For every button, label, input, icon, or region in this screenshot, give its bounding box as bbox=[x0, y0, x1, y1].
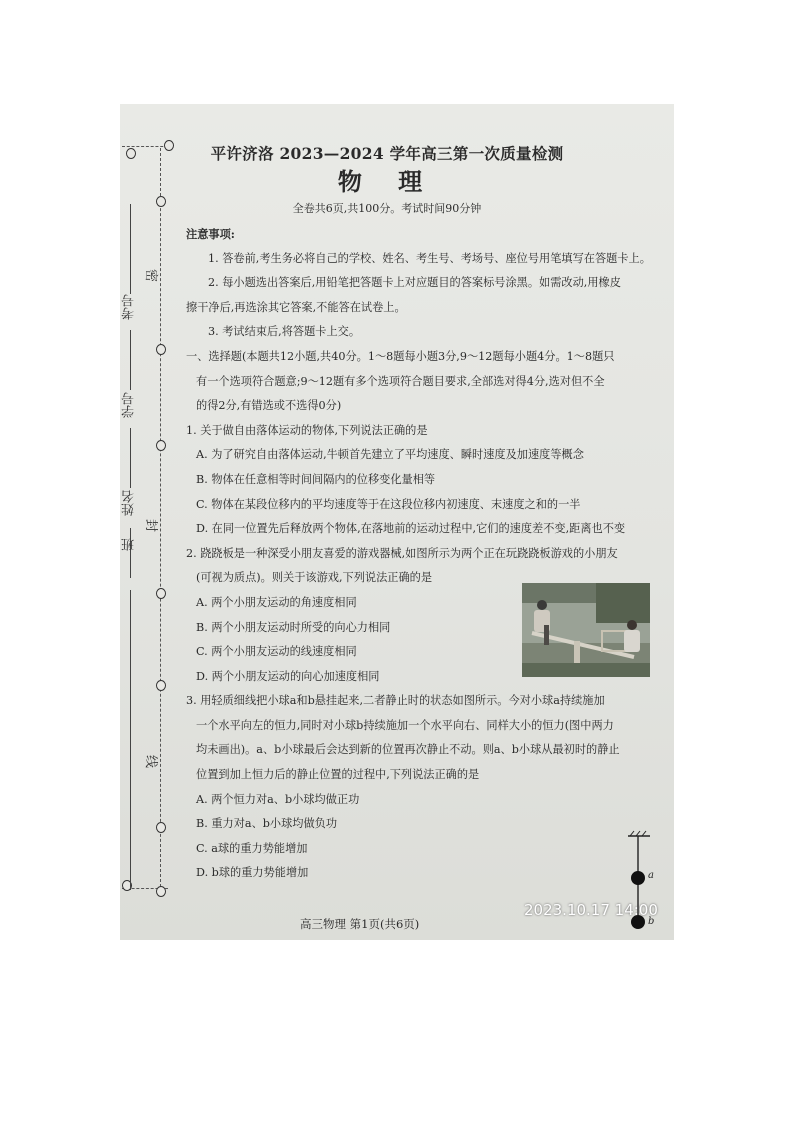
exam-meta: 全卷共6页,共100分。考试时间90分钟 bbox=[292, 202, 482, 215]
question-3-stem: 均未画出)。a、b小球最后会达到新的位置再次静止不动。则a、b小球从最初时的静止 bbox=[196, 743, 620, 757]
binding-hole bbox=[156, 344, 166, 355]
seesaw-photo bbox=[522, 583, 650, 677]
seal-char: 封 bbox=[143, 518, 159, 533]
notice-heading: 注意事项: bbox=[186, 227, 235, 241]
binding-hole bbox=[156, 588, 166, 599]
question-2-option: C. 两个小朋友运动的线速度相同 bbox=[196, 645, 357, 659]
notice-item: 1. 答卷前,考生务必将自己的学校、姓名、考生号、考场号、座位号用笔填写在答题卡上。 bbox=[208, 251, 651, 265]
subject-title: 物 理 bbox=[337, 167, 437, 196]
binding-hole bbox=[156, 196, 166, 207]
binding-margin bbox=[120, 104, 184, 940]
question-3-option: B. 重力对a、b小球均做负功 bbox=[196, 817, 338, 831]
notice-item: 3. 考试结束后,将答题卡上交。 bbox=[208, 325, 361, 339]
section-instructions: 有一个选项符合题意;9～12题有多个选项符合题目要求,全部选对得4分,选对但不全 bbox=[196, 374, 605, 388]
question-3-option: D. b球的重力势能增加 bbox=[196, 866, 309, 880]
question-2-option: A. 两个小朋友运动的角速度相同 bbox=[196, 595, 357, 609]
question-3-stem: 一个水平向左的恒力,同时对小球b持续施加一个水平向右、同样大小的恒力(图中两力 bbox=[196, 718, 614, 732]
write-line bbox=[130, 528, 131, 578]
margin-label-xuehao: 学号 bbox=[122, 392, 137, 418]
question-3-option: C. a球的重力势能增加 bbox=[196, 841, 308, 855]
notice-item: 2. 每小题选出答案后,用铅笔把答题卡上对应题目的答案标号涂黑。如需改动,用橡皮 bbox=[208, 276, 621, 290]
question-2-stem: 2. 跷跷板是一种深受小朋友喜爱的游戏器械,如图所示为两个正在玩跷跷板游戏的小朋友 bbox=[186, 546, 618, 560]
question-2-option: B. 两个小朋友运动时所受的向心力相同 bbox=[196, 620, 391, 634]
question-1-stem: 1. 关于做自由落体运动的物体,下列说法正确的是 bbox=[186, 423, 428, 437]
margin-dash-top bbox=[122, 146, 168, 147]
photo-timestamp: 2023.10.17 14:00 bbox=[524, 901, 658, 919]
write-line bbox=[130, 428, 131, 488]
binding-hole bbox=[156, 822, 166, 833]
section-instructions: 一、选择题(本题共12小题,共40分。1～8题每小题3分,9～12题每小题4分。1～8题只 bbox=[186, 349, 615, 363]
question-2-stem: (可视为质点)。则关于该游戏,下列说法正确的是 bbox=[196, 571, 433, 585]
question-1-option: A. 为了研究自由落体运动,牛顿首先建立了平均速度、瞬时速度及加速度等概念 bbox=[196, 448, 584, 462]
ball-b-label: b bbox=[648, 916, 655, 927]
seal-char: 密 bbox=[143, 268, 159, 283]
section-instructions: 的得2分,有错选或不选得0分) bbox=[196, 399, 342, 413]
binding-hole bbox=[156, 886, 166, 897]
question-1-option: C. 物体在某段位移内的平均速度等于在这段位移内初速度、末速度之和的一半 bbox=[196, 497, 581, 511]
question-1-option: B. 物体在任意相等时间间隔内的位移变化量相等 bbox=[196, 472, 436, 486]
write-line bbox=[130, 330, 131, 390]
write-line bbox=[130, 204, 131, 294]
margin-label-xingming: 姓名 bbox=[122, 490, 137, 516]
question-3-option: A. 两个恒力对a、b小球均做正功 bbox=[196, 792, 360, 806]
seal-char: 线 bbox=[143, 754, 159, 769]
binding-hole bbox=[126, 148, 136, 159]
ball-a-label: a bbox=[648, 870, 654, 881]
page-footer: 高三物理 第1页(共6页) bbox=[300, 917, 420, 931]
margin-label-ban: 班 bbox=[122, 538, 137, 551]
margin-label-kaohao: 考号 bbox=[122, 294, 137, 320]
write-line bbox=[130, 590, 131, 890]
exam-paper bbox=[120, 104, 674, 940]
question-2-option: D. 两个小朋友运动的向心加速度相同 bbox=[196, 669, 380, 683]
exam-title: 平许济洛 2023—2024 学年高三第一次质量检测 bbox=[210, 144, 564, 163]
question-3-stem: 3. 用轻质细线把小球a和b悬挂起来,二者静止时的状态如图所示。今对小球a持续施加 bbox=[186, 694, 605, 708]
notice-item: 擦干净后,再选涂其它答案,不能答在试卷上。 bbox=[186, 300, 406, 314]
binding-hole bbox=[156, 440, 166, 451]
question-3-stem: 位置到加上恒力后的静止位置的过程中,下列说法正确的是 bbox=[196, 768, 480, 782]
question-1-option: D. 在同一位置先后释放两个物体,在落地前的运动过程中,它们的速度差不变,距离也不变 bbox=[196, 522, 626, 536]
binding-hole bbox=[156, 680, 166, 691]
exam-body bbox=[186, 222, 652, 886]
binding-hole bbox=[164, 140, 174, 151]
